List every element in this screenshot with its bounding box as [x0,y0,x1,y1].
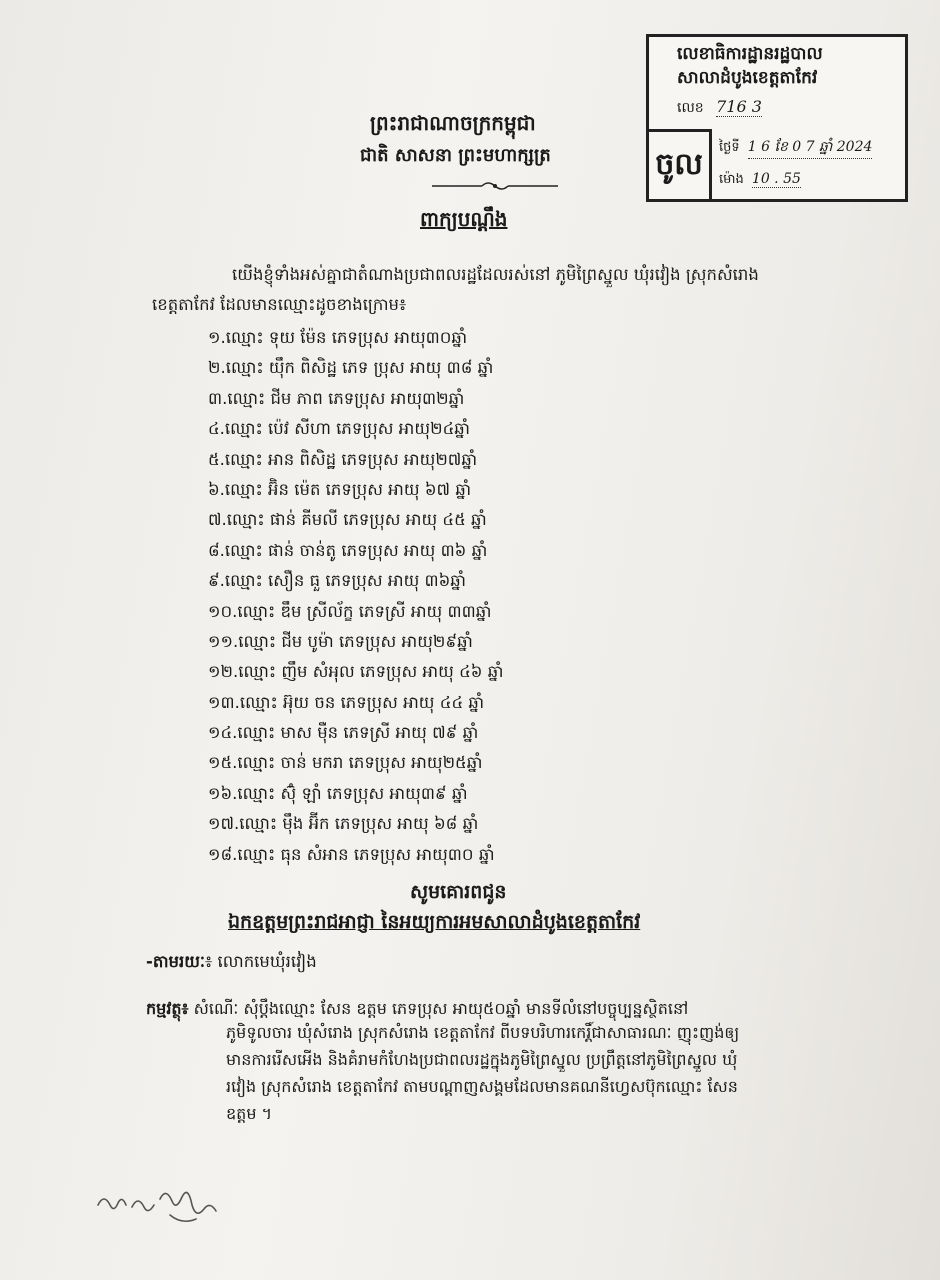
intro-line-1: យើងខ្ញុំទាំងអស់គ្នាជាតំណាងប្រជាពលរដ្ឋដែលរស់នៅ ភូមិព្រៃស្នួល ឃុំរវៀង ស្រុកសំរោង [232,265,759,284]
list-item: ១១.ឈ្មោះ ជីម បូម៉ា ភេទប្រុស អាយុ២៩ឆ្នាំ [208,631,473,651]
list-item: ៤.ឈ្មោះ ប៉េវ សីហា ភេទប្រុស អាយុ២៤ឆ្នាំ [208,419,470,439]
list-item: ៩.ឈ្មោះ សឿន ធួ ភេទប្រុស អាយុ ៣៦ឆ្នាំ [208,571,467,591]
list-item: ១២.ឈ្មោះ ញឹម សំអុល ភេទប្រុស អាយុ ៤៦ ឆ្នាំ [208,662,504,682]
complainant-list [208,323,503,870]
kingdom-heading: ព្រះរាជាណាចក្រកម្ពុជា [370,111,536,135]
list-item: ៣.ឈ្មោះ ជីម ភាព ភេទប្រុស អាយុ៣២ឆ្នាំ [208,388,465,408]
received-stamp [646,34,908,202]
subject-line-4: រវៀង ស្រុកសំរោង ខេត្តតាកែវ តាមបណ្តាញសង្គមដែលមានគណនីហ្វេសប៊ុកឈ្មោះ សែន [226,1077,738,1096]
list-item: ១៨.ឈ្មោះ ធុន សំអាន ភេទប្រុស អាយុ៣០ ឆ្នាំ [208,844,495,864]
stamp-time-label: ម៉ោង [719,172,744,187]
respect-heading: សូមគោរពជូន [410,881,507,903]
list-item: ១៥.ឈ្មោះ ចាន់ មករា ភេទប្រុស អាយុ២៥ឆ្នាំ [208,753,483,773]
list-item: ១៤.ឈ្មោះ មាស ម៉ឺន ភេទស្រី អាយុ ៧៩ ឆ្នាំ [208,723,479,743]
list-item: ១០.ឈ្មោះ ឌឹម ស្រីល័ក្ខ ភេទស្រី អាយុ ៣៣ឆ្នាំ [208,601,492,621]
stamp-number-label: លេខ [677,100,704,116]
stamp-office-line1: លេខាធិការដ្ឋានរដ្ឋបាល [677,44,823,64]
document-title: ពាក្យបណ្តឹង [420,207,508,231]
list-item: ២.ឈ្មោះ យ៉ឹក ពិសិដ្ឋ ភេទ ប្រុស អាយុ ៣៨ ឆ្នាំ [208,358,494,378]
list-item: ៥.ឈ្មោះ អាន ពិសិដ្ឋ ភេទប្រុស អាយុ២៧ឆ្នាំ [208,449,478,469]
list-item: ១៧.ឈ្មោះ ម៉ឹង អ៊ីក ភេទប្រុស អាយុ ៦៨ ឆ្នាំ [208,814,479,834]
list-item: ១៦.ឈ្មោះ ស៊ុំ ឡាំ ភេទប្រុស អាយុ៣៩ ឆ្នាំ [208,783,468,803]
stamp-date-value: 1 6 ខែ 0 7 ឆ្នាំ 2024 [748,137,873,159]
stamp-date-label: ថ្ងៃទី [719,140,740,155]
subject-line-2: ភូមិទូលចារ ឃុំសំរោង ស្រុកសំរោង ខេត្តតាកែវ ពីបទបរិហារកេរ្តិ៍ជាសាធារណៈ ញុះញង់ឲ្យ [226,1023,740,1042]
subject-label: កម្មវត្ថុ៖ [146,999,189,1018]
stamp-number-row [677,97,762,119]
stamp-time-value: 10 . 55 [751,171,801,187]
subject-line-5: ឧត្តម ។ [226,1104,273,1123]
via-label: -តាមរយៈ [146,952,206,971]
list-item: ៨.ឈ្មោះ ផាន់ ចាន់តូ ភេទប្រុស អាយុ ៣៦ ឆ្នាំ [208,540,488,560]
stamp-date-row [719,137,872,159]
via-line: -តាមរយៈ៖ លោកមេឃុំរវៀង [146,952,317,971]
stamp-office-line2: សាលាដំបូងខេត្តតាកែវ [677,68,818,88]
list-item: ១៣.ឈ្មោះ អ៊ុយ ចន ភេទប្រុស អាយុ ៤៤ ឆ្នាំ [208,692,485,712]
ornament-divider [430,179,560,193]
stamp-time-row [719,171,801,190]
intro-line-2: ខេត្តតាកែវ ដែលមានឈ្មោះដូចខាងក្រោម៖ [152,295,407,314]
subject-line-1 [146,995,688,1022]
stamp-number-value: 716 3 [716,97,762,116]
national-motto: ជាតិ សាសនា ព្រះមហាក្សត្រ [360,145,551,166]
handwritten-signature [92,1175,232,1231]
stamp-received-label: ចូល [649,129,712,202]
list-item: ៦.ឈ្មោះ អ៊ិន ម៉េត ភេទប្រុស អាយុ ៦៧ ឆ្នាំ [208,479,472,499]
list-item: ១.ឈ្មោះ ទុយ ម៉ែន ភេទប្រុស អាយុ៣០ឆ្នាំ [208,328,468,347]
subject-line-3: មានការរើសអើង និងគំរាមកំហែងប្រជាពលរដ្ឋក្នុងភូមិព្រៃស្នួល ប្រព្រឹត្តនៅភូមិព្រៃស្នួល ឃុំ [226,1050,738,1069]
list-item: ៧.ឈ្មោះ ផាន់ គីមលី ភេទប្រុស អាយុ ៤៥ ឆ្នាំ [208,510,487,530]
via-value: លោកមេឃុំរវៀង [217,952,317,971]
recipient-heading: ឯកឧត្តមព្រះរាជអាជ្ញា នៃអយ្យការអមសាលាដំបូងខេត្តតាកែវ [228,911,641,933]
subject-text-1: សំណើៈ សុំប្តឹងឈ្មោះ សែន ឧត្តម ភេទប្រុស អាយុ៥០ឆ្នាំ មានទីលំនៅបច្ចុប្បន្នស្ថិតនៅ [193,999,689,1018]
